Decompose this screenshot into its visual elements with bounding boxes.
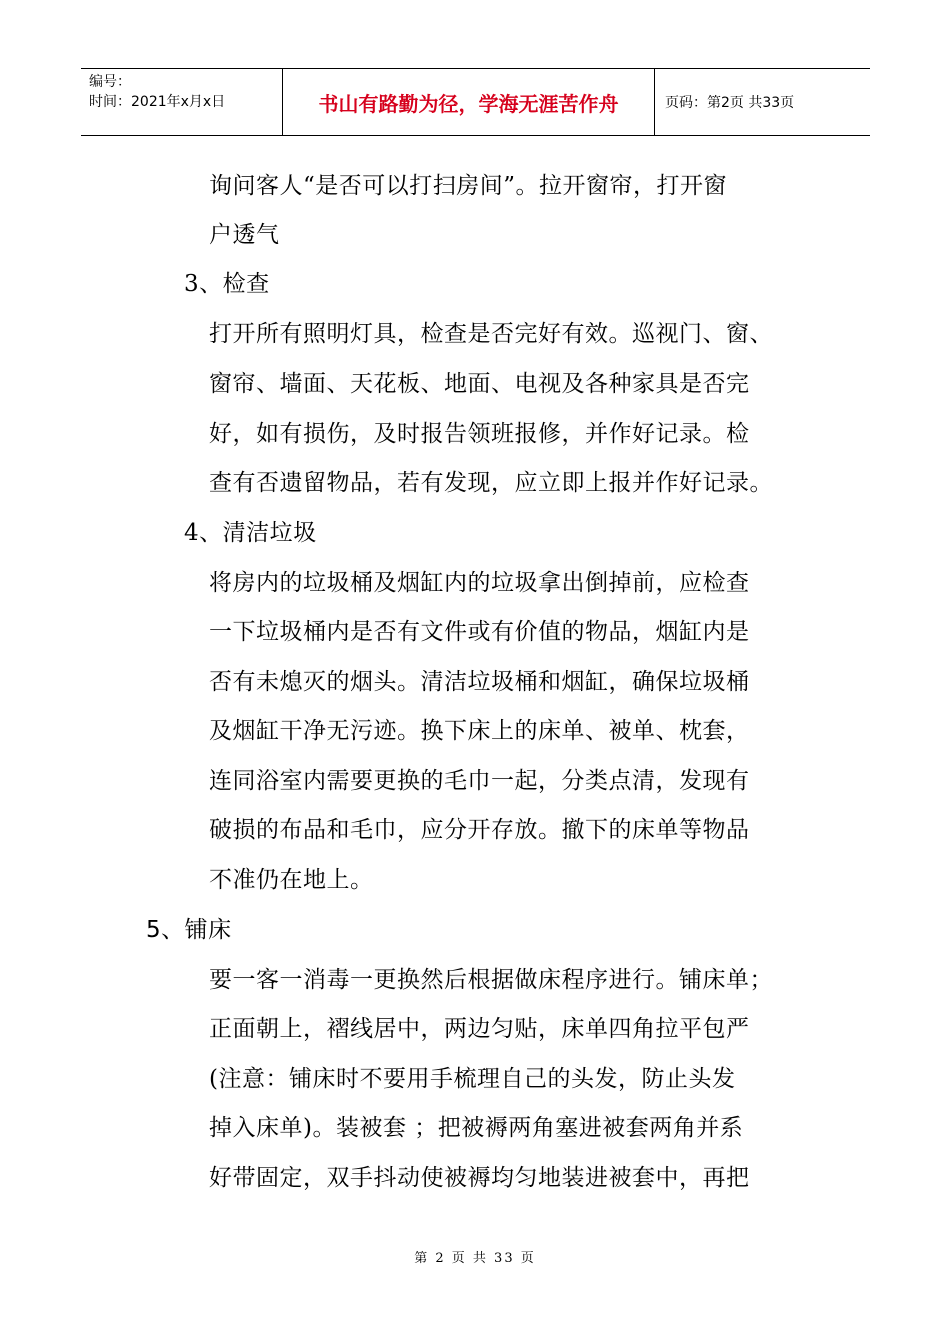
section-heading-4: 4、清洁垃圾 — [184, 520, 317, 546]
text-line: (注意：铺床时不要用手梳理自己的头发，防止头发 — [209, 1066, 736, 1092]
page-header — [81, 68, 870, 136]
document-number-label: 编号： — [89, 74, 131, 90]
text-line: 掉入床单)。装被套 ；把被褥两角塞进被套两角并系 — [209, 1115, 744, 1141]
text-line: 否有未熄灭的烟头。清洁垃圾桶和烟缸，确保垃圾桶 — [209, 669, 750, 695]
text-line: 正面朝上，褶线居中，两边匀贴，床单四角拉平包严 — [209, 1016, 750, 1042]
text-line: 将房内的垃圾桶及烟缸内的垃圾拿出倒掉前，应检查 — [209, 570, 750, 596]
text-line: 窗帘、墙面、天花板、地面、电视及各种家具是否完 — [209, 371, 750, 397]
text-line: 不准仍在地上。 — [209, 867, 374, 893]
text-line: 破损的布品和毛巾，应分开存放。撤下的床单等物品 — [209, 817, 750, 843]
text-line: 及烟缸干净无污迹。换下床上的床单、被单、枕套， — [209, 718, 750, 744]
section-heading-3: 3、检查 — [184, 271, 270, 297]
text-line: 询问客人“是否可以打扫房间”。拉开窗帘，打开窗 — [209, 173, 728, 199]
header-motto: 书山有路勤为径，学海无涯苦作舟 — [318, 91, 619, 116]
text-line: 好，如有损伤，及时报告领班报修，并作好记录。检 — [209, 421, 750, 447]
text-line: 一下垃圾桶内是否有文件或有价值的物品，烟缸内是 — [209, 619, 750, 645]
section-heading-5: 5、铺床 — [146, 917, 232, 943]
header-meta — [81, 69, 283, 135]
text-line: 要一客一消毒一更换然后根据做床程序进行。铺床单； — [209, 967, 773, 993]
document-time-label: 时间：2021年x月x日 — [89, 94, 226, 110]
text-line: 查有否遗留物品，若有发现，应立即上报并作好记录。 — [209, 470, 773, 496]
header-page-code: 页码：第2页 共33页 — [665, 95, 795, 111]
text-line: 好带固定，双手抖动使被褥均匀地装进被套中，再把 — [209, 1165, 750, 1191]
text-line: 打开所有照明灯具，检查是否完好有效。巡视门、窗、 — [209, 321, 773, 347]
text-line: 连同浴室内需要更换的毛巾一起，分类点清，发现有 — [209, 768, 750, 794]
header-motto-cell — [283, 69, 655, 135]
page-footer: 第 2 页 共 33 页 — [414, 1251, 536, 1266]
text-line: 户透气 — [209, 222, 280, 248]
